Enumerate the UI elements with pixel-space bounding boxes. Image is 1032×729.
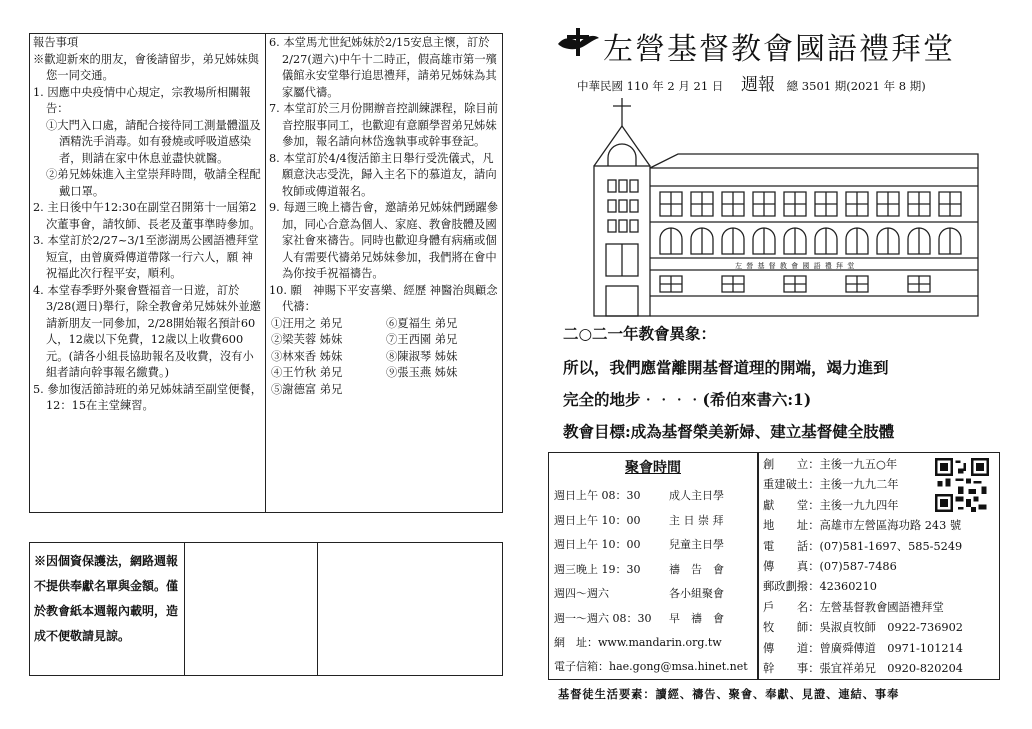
info-row: 地 址：高雄市左營區海功路 243 號 <box>763 519 962 533</box>
blank-cell-1 <box>185 543 318 675</box>
info-row: 郵政劃撥：42360210 <box>763 580 877 594</box>
theme-verse-line-2: 完全的地步‧‧‧‧(希伯來書六:1) <box>563 390 812 409</box>
building-window <box>846 276 868 292</box>
building-window <box>784 192 806 216</box>
bulletin-subheader <box>577 70 926 95</box>
church-goal: 教會目標:成為基督榮美新婦、建立基督健全肢體 <box>563 422 895 441</box>
building-window <box>815 228 837 254</box>
schedule-row <box>549 483 757 508</box>
info-row: 幹 事：張宜祥弟兄 0920-820204 <box>763 662 963 676</box>
church-title: 左營基督教會國語禮拜堂 <box>603 32 955 67</box>
schedule-row <box>549 606 757 631</box>
prayer-list-item: ②梁芙蓉 姊妹 <box>271 333 343 346</box>
announcement-item: 2. 主日後中午12:30在副堂召開第十一屆第2次董事會，請牧師、長老及董事準時參加。 <box>33 201 261 231</box>
info-row: 戶 名：左營基督教會國語禮拜堂 <box>763 600 944 614</box>
building-window <box>815 192 837 216</box>
info-row: 傳 真：(07)587-7486 <box>763 560 897 574</box>
info-row: 傳 道：曾廣舜傳道 0971-101214 <box>763 641 963 655</box>
prayer-list-item: ⑦王西園 弟兄 <box>386 333 458 346</box>
announcement-item: 10. 願 神賜下平安喜樂、經歷 神醫治與顧念代禱： <box>269 283 498 313</box>
meeting-schedule <box>548 452 758 680</box>
schedule-row <box>549 532 757 557</box>
building-window <box>846 228 868 254</box>
building-window <box>784 228 806 254</box>
schedule-website: 網 址：www.mandarin.org.tw <box>554 636 722 649</box>
announcement-item: 1. 因應中央疫情中心規定，宗教場所相關報告： <box>33 85 251 115</box>
prayer-list-item: ⑤謝德富 弟兄 <box>271 382 343 396</box>
prayer-list-item: ⑥夏福生 弟兄 <box>386 316 458 330</box>
christian-life-essentials: 基督徒生活要素：讀經、禱告、聚會、奉獻、見證、連結、事奉 <box>558 687 900 701</box>
announcement-item: ①大門入口處，請配合接待同工測量體溫及酒精洗手消毒。如有發燒或呼吸道感染者，則請在家中休息並盡快就醫。 <box>46 118 261 165</box>
building-window <box>691 228 713 254</box>
schedule-meeting-name: 各小組聚會 <box>669 587 724 601</box>
schedule-time: 週三晚上 19：30 <box>554 562 641 576</box>
schedule-time: 週一～週六 08：30 <box>554 611 652 625</box>
building-window <box>877 228 899 254</box>
building-window <box>722 228 744 254</box>
building-window <box>660 228 682 254</box>
info-row: 重建破土：主後一九九二年 <box>763 478 899 492</box>
announcement-item: 9. 每週三晚上禱告會，邀請弟兄姊妹們踴躍參加，同心合意為個人、家庭、教會肢體及國家社會來禱告。同時也歡迎身體有病痛或個人有需要代禱弟兄姊妹參加，我們將在會中為你按手祝福禱告。 <box>269 201 499 280</box>
building-window <box>908 192 930 216</box>
building-window <box>722 192 744 216</box>
building-window <box>939 228 961 254</box>
building-window <box>784 276 806 292</box>
schedule-row <box>549 557 757 582</box>
schedule-row <box>549 508 757 533</box>
schedule-title: 聚會時間 <box>625 460 681 476</box>
building-window <box>660 192 682 216</box>
announcement-item: 6. 本堂馬尤世紀姊妹於2/15安息主懷，訂於2/27(週六)中午十二時正，假高雄市第一殯儀館永安堂舉行追思禮拜，請弟兄姊妹為其家屬代禱。 <box>269 36 497 99</box>
announcements-col-2 <box>266 34 504 512</box>
prayer-list-item: ④王竹秋 弟兄 <box>271 366 343 379</box>
schedule-meeting-name: 禱 告 會 <box>669 562 724 576</box>
church-info <box>758 452 1000 680</box>
bulletin-issue: 總 3501 期(2021 年 8 期) <box>786 79 926 93</box>
building-window <box>908 276 930 292</box>
info-row: 創 立：主後一九五○年 <box>763 458 898 471</box>
building-window <box>846 192 868 216</box>
schedule-time: 週四～週六 <box>554 587 609 601</box>
privacy-notice: ※因個資保護法，網路週報不提供奉獻名單與金額。僅於教會紙本週報內載明，造成不便敬請見諒。 <box>30 543 185 675</box>
announcements-col-1 <box>30 34 266 512</box>
schedule-meeting-name: 兒童主日學 <box>669 538 724 552</box>
info-row: 獻 堂：主後一九九四年 <box>763 498 899 512</box>
announcement-item: 7. 本堂訂於三月份開辦音控訓練課程，除目前音控服事同工，也歡迎有意願學習弟兄姊妹參加，報名請向林岱逸執事或幹事登記。 <box>269 102 499 148</box>
building-window <box>877 192 899 216</box>
prayer-list-item: ③林來香 姊妹 <box>271 349 343 363</box>
schedule-meeting-name: 早 禱 會 <box>669 611 724 625</box>
announcement-item: ※歡迎新來的朋友，會後請留步，弟兄姊妹與您一同交通。 <box>33 52 259 82</box>
prayer-list <box>269 316 501 399</box>
building-window <box>908 228 930 254</box>
bulletin-label: 週報 <box>741 75 775 95</box>
announcements-box <box>29 33 503 513</box>
schedule-row <box>549 581 757 606</box>
theme-verse-line-1: 所以，我們應當離開基督道理的開端，竭力進到 <box>563 358 889 377</box>
schedule-time: 週日上午 08：30 <box>554 489 641 503</box>
schedule-time: 週日上午 10：00 <box>554 538 641 552</box>
building-window <box>722 276 744 292</box>
privacy-box <box>29 542 503 676</box>
info-row: 牧 師：吳淑貞牧師 0922-736902 <box>763 621 963 635</box>
prayer-list-item: ⑧陳淑琴 姊妹 <box>386 349 458 363</box>
schedule-email: 電子信箱：hae.gong@msa.hinet.net <box>554 660 748 673</box>
qr-code-icon <box>935 458 989 512</box>
schedule-meeting-name: 主 日 崇 拜 <box>669 513 724 527</box>
announcements-list-2 <box>269 35 501 316</box>
announcements-list-1 <box>33 52 262 415</box>
building-window <box>660 276 682 292</box>
schedule-meeting-name: 成人主日學 <box>669 489 724 503</box>
year-theme: 二○二一年教會異象： <box>563 324 717 343</box>
building-sign: 左 營 基 督 教 會 國 語 禮 拜 堂 <box>735 262 856 270</box>
announcement-item: 8. 本堂訂於4/4復活節主日舉行受洗儀式，凡願意決志受洗，歸入主名下的慕道友，請向牧師或傳道報名。 <box>269 151 497 198</box>
schedule-time: 週日上午 10：00 <box>554 513 641 527</box>
bulletin-date: 中華民國 110 年 2 月 21 日 <box>577 79 724 93</box>
church-building-illustration <box>588 96 982 318</box>
building-window <box>753 192 775 216</box>
building-window <box>753 228 775 254</box>
prayer-list-item: ⑨張玉燕 姊妹 <box>386 366 458 379</box>
announcement-item: 5. 參加復活節詩班的弟兄姊妹請至副堂便餐，12：15在主堂練習。 <box>33 382 263 412</box>
dove-cross-logo-icon <box>556 26 600 58</box>
blank-cell-2 <box>318 543 504 675</box>
building-window <box>691 192 713 216</box>
building-window <box>939 192 961 216</box>
info-row: 電 話：(07)581-1697、585-5249 <box>763 539 963 553</box>
announcements-heading: 報告事項 <box>33 36 79 49</box>
schedule-rows <box>549 483 757 630</box>
announcement-item: 4. 本堂春季野外聚會暨福音一日遊，訂於3/28(週日)舉行，除全教會弟兄姊妹外並邀請新朋友一同參加，2/28開始報名預計60人，12歲以下免費，12歲以上收費600元。(請各小組長協助報名及收費，沒有小組者請向幹事報名繳費。) <box>33 283 261 379</box>
announcement-item: ②弟兄姊妹進入主堂崇拜時間，敬請全程配戴口罩。 <box>46 168 261 198</box>
prayer-list-item: ①汪用之 弟兄 <box>271 316 343 330</box>
announcement-item: 3. 本堂訂於2/27~3/1至澎湖馬公國語禮拜堂短宣，由曾廣舜傳道帶隊一行六人，願 神祝福此次行程平安，順利。 <box>33 234 259 280</box>
